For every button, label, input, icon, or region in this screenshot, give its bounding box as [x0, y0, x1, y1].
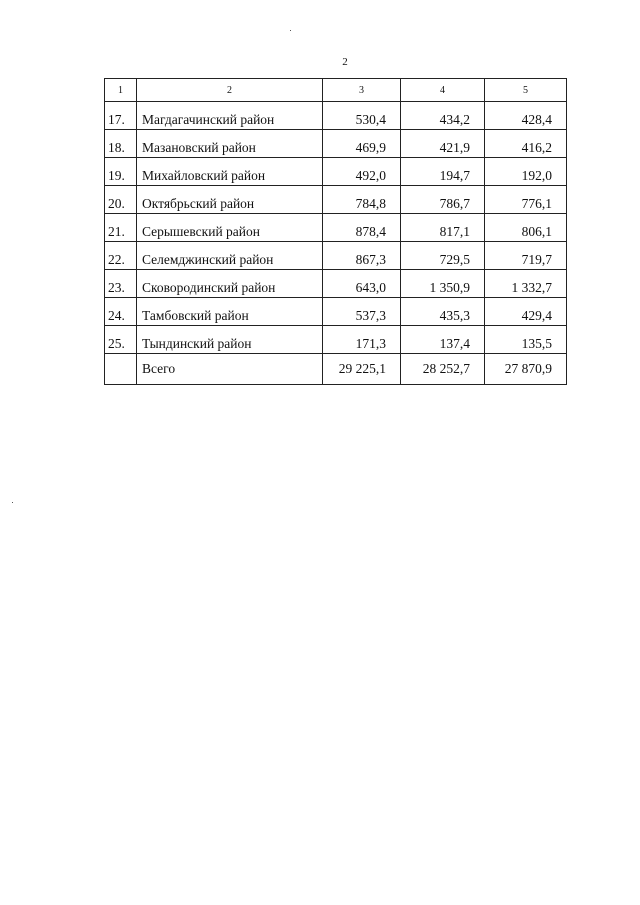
- value-col4: 137,4: [401, 326, 485, 354]
- row-number: 21.: [105, 214, 137, 242]
- value-col5: 806,1: [485, 214, 567, 242]
- district-name: Селемджинский район: [137, 242, 323, 270]
- value-col5: 192,0: [485, 158, 567, 186]
- value-col3: 171,3: [323, 326, 401, 354]
- value-col3: 469,9: [323, 130, 401, 158]
- value-col4: 194,7: [401, 158, 485, 186]
- district-name: Мазановский район: [137, 130, 323, 158]
- scan-speck: [12, 502, 13, 503]
- table-row: [105, 298, 567, 326]
- district-name: Михайловский район: [137, 158, 323, 186]
- page-number: 2: [342, 56, 348, 68]
- value-col5: 135,5: [485, 326, 567, 354]
- value-col5: 719,7: [485, 242, 567, 270]
- row-number: 23.: [105, 270, 137, 298]
- row-number: 22.: [105, 242, 137, 270]
- row-number: 25.: [105, 326, 137, 354]
- table-row: [105, 186, 567, 214]
- column-header: 4: [401, 79, 485, 102]
- row-number: 18.: [105, 130, 137, 158]
- row-number: 19.: [105, 158, 137, 186]
- district-name: Сковородинский район: [137, 270, 323, 298]
- column-header: 3: [323, 79, 401, 102]
- value-col5: 416,2: [485, 130, 567, 158]
- total-label: Всего: [137, 354, 323, 385]
- value-col4: 1 350,9: [401, 270, 485, 298]
- table-row: [105, 270, 567, 298]
- district-name: Магдагачинский район: [137, 102, 323, 130]
- table-row: [105, 130, 567, 158]
- district-name: Серышевский район: [137, 214, 323, 242]
- value-col5: 428,4: [485, 102, 567, 130]
- data-table: [104, 78, 567, 385]
- table-row: [105, 214, 567, 242]
- row-number: 17.: [105, 102, 137, 130]
- value-col4: 729,5: [401, 242, 485, 270]
- total-col4: 28 252,7: [401, 354, 485, 385]
- total-col3: 29 225,1: [323, 354, 401, 385]
- scan-speck: [290, 30, 291, 31]
- total-number: [105, 354, 137, 385]
- row-number: 24.: [105, 298, 137, 326]
- table-body: [105, 79, 567, 385]
- value-col3: 784,8: [323, 186, 401, 214]
- table-row: [105, 326, 567, 354]
- value-col4: 817,1: [401, 214, 485, 242]
- value-col4: 421,9: [401, 130, 485, 158]
- table-row: [105, 158, 567, 186]
- value-col3: 492,0: [323, 158, 401, 186]
- district-name: Октябрьский район: [137, 186, 323, 214]
- table-row: [105, 102, 567, 130]
- value-col3: 530,4: [323, 102, 401, 130]
- column-header: 1: [105, 79, 137, 102]
- row-number: 20.: [105, 186, 137, 214]
- column-header: 5: [485, 79, 567, 102]
- value-col3: 867,3: [323, 242, 401, 270]
- total-col5: 27 870,9: [485, 354, 567, 385]
- value-col4: 435,3: [401, 298, 485, 326]
- district-name: Тамбовский район: [137, 298, 323, 326]
- district-name: Тындинский район: [137, 326, 323, 354]
- column-header: 2: [137, 79, 323, 102]
- value-col4: 434,2: [401, 102, 485, 130]
- value-col5: 1 332,7: [485, 270, 567, 298]
- column-header-row: [105, 79, 567, 102]
- value-col3: 878,4: [323, 214, 401, 242]
- value-col3: 643,0: [323, 270, 401, 298]
- value-col3: 537,3: [323, 298, 401, 326]
- total-row: [105, 354, 567, 385]
- value-col5: 776,1: [485, 186, 567, 214]
- table-row: [105, 242, 567, 270]
- value-col4: 786,7: [401, 186, 485, 214]
- value-col5: 429,4: [485, 298, 567, 326]
